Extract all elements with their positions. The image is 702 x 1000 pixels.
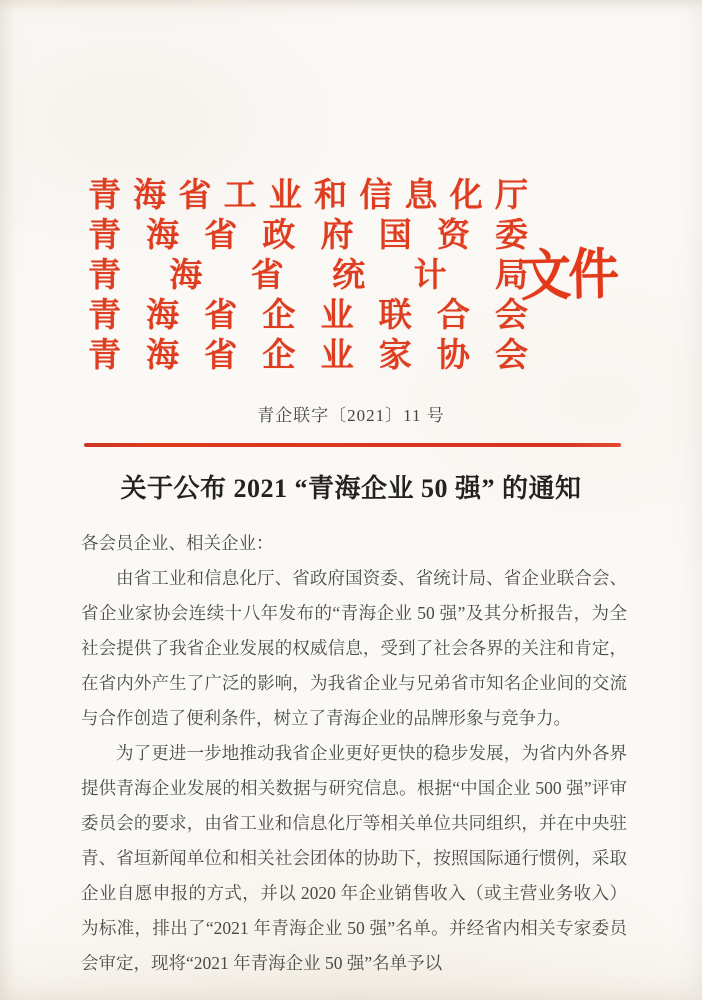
- letterhead-org-line-4: 青 海 省 企 业 联 合 会: [88, 298, 528, 334]
- letterhead-org-block: [88, 176, 528, 376]
- letterhead-org-line-3: 青 海 省 统 计 局: [88, 258, 528, 294]
- salutation-line: 各会员企业、相关企业：: [81, 533, 274, 553]
- document-reference-number: 青企联字〔2021〕11 号: [257, 406, 445, 425]
- letterhead-org-line-1: 青 海 省 工 业 和 信 息 化 厅: [88, 178, 528, 214]
- page-title: 关于公布 2021 “青海企业 50 强” 的通知: [120, 474, 582, 503]
- letterhead-document-label: 文件: [519, 243, 617, 307]
- document-body: [81, 526, 627, 981]
- letterhead-org-line-5: 青 海 省 企 业 家 协 会: [88, 338, 528, 374]
- body-paragraph-2: 为了更进一步地推动我省企业更好更快的稳步发展，为省内外各界提供青海企业发展的相关数据与研究信息。根据“中国企业 500 强”评审委员会的要求，由省工业和信息化厅等相关单位共同组织，并在中央驻青、省垣新闻单位和相关社会团体的协助下，按照国际通行惯例，采取企业自愿申报的方式，并以 2020 年企业销售收入（或主营业务收入）为标准，排出了“2021 年青海企业 50 强”名单。并经省内相关专家委员会审定，现将“2021 年青海企业 50 强”名单予以: [81, 743, 627, 973]
- letterhead-divider-rule: [84, 443, 621, 447]
- letterhead-org-line-2: 青 海 省 政 府 国 资 委: [88, 218, 528, 254]
- body-paragraph-1: 由省工业和信息化厅、省政府国资委、省统计局、省企业联合会、省企业家协会连续十八年发布的“青海企业 50 强”及其分析报告，为全社会提供了我省企业发展的权威信息，受到了社会各界的关注和肯定，在省内外产生了广泛的影响，为我省企业与兄弟省市知名企业间的交流与合作创造了便利条件，树立了青海企业的品牌形象与竞争力。: [81, 568, 627, 728]
